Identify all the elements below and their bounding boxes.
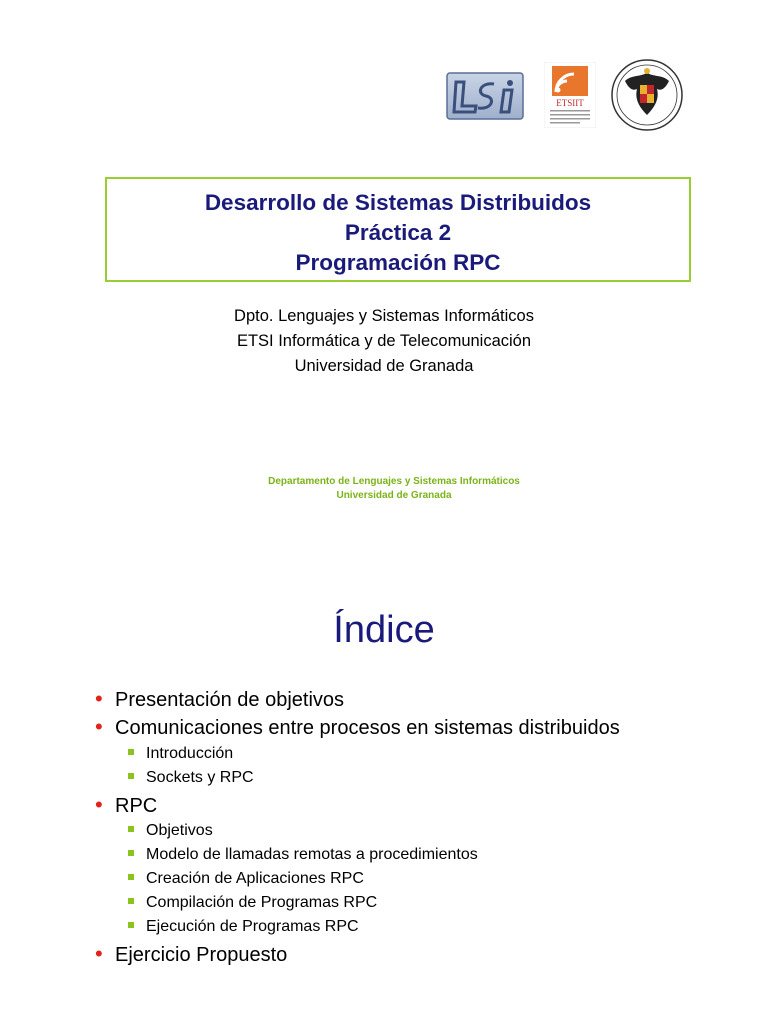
sub-list-item	[128, 844, 478, 866]
bullet-icon: •	[95, 686, 103, 711]
footer-university: Universidad de Granada	[336, 490, 452, 501]
school-name: ETSI Informática y de Telecomunicación	[236, 332, 532, 350]
slide-footer	[0, 475, 768, 503]
sub-list-item-label: Introducción	[146, 745, 234, 762]
etsiit-logo	[544, 62, 596, 128]
square-bullet-icon	[128, 749, 134, 755]
university-seal-logo	[611, 59, 683, 131]
list-item	[95, 686, 344, 713]
title-box	[105, 177, 691, 282]
list-item-label: Presentación de objetivos	[115, 689, 345, 711]
practice-number: Práctica 2	[344, 220, 452, 245]
square-bullet-icon	[128, 826, 134, 832]
square-bullet-icon	[128, 874, 134, 880]
square-bullet-icon	[128, 922, 134, 928]
sub-list-item	[128, 868, 364, 890]
list-item-label: Ejercicio Propuesto	[115, 944, 288, 966]
index-title: Índice	[333, 609, 435, 651]
sub-list-item-label: Creación de Aplicaciones RPC	[146, 870, 364, 887]
bullet-icon: •	[95, 714, 103, 739]
sub-list-item-label: Ejecución de Programas RPC	[146, 918, 359, 935]
list-item-label: Comunicaciones entre procesos en sistemas distribuidos	[115, 717, 620, 739]
list-item	[95, 792, 157, 819]
square-bullet-icon	[128, 850, 134, 856]
square-bullet-icon	[128, 898, 134, 904]
sub-list-item-label: Compilación de Programas RPC	[146, 894, 378, 911]
sub-list-item	[128, 767, 254, 789]
bullet-icon: •	[95, 792, 103, 817]
lsi-logo	[446, 72, 524, 120]
sub-list-item	[128, 820, 213, 842]
square-bullet-icon	[128, 773, 134, 779]
list-item-label: RPC	[115, 795, 158, 817]
sub-list-item	[128, 916, 359, 938]
department-name: Dpto. Lenguajes y Sistemas Informáticos	[234, 307, 534, 325]
practice-topic: Programación RPC	[295, 250, 501, 275]
etsiit-logo-text: ETSIIT	[556, 98, 584, 108]
course-title: Desarrollo de Sistemas Distribuidos	[204, 190, 592, 215]
sub-list-item	[128, 892, 377, 914]
sub-list-item-label: Sockets y RPC	[146, 769, 254, 786]
department-info	[0, 304, 768, 379]
sub-list-item	[128, 743, 233, 765]
sub-list-item-label: Objetivos	[146, 822, 213, 839]
bullet-icon: •	[95, 941, 103, 966]
footer-department: Departamento de Lenguajes y Sistemas Informáticos	[268, 476, 520, 487]
list-item	[95, 941, 287, 968]
list-item	[95, 714, 620, 741]
sub-list-item-label: Modelo de llamadas remotas a procedimientos	[146, 846, 478, 863]
university-name: Universidad de Granada	[294, 357, 474, 375]
